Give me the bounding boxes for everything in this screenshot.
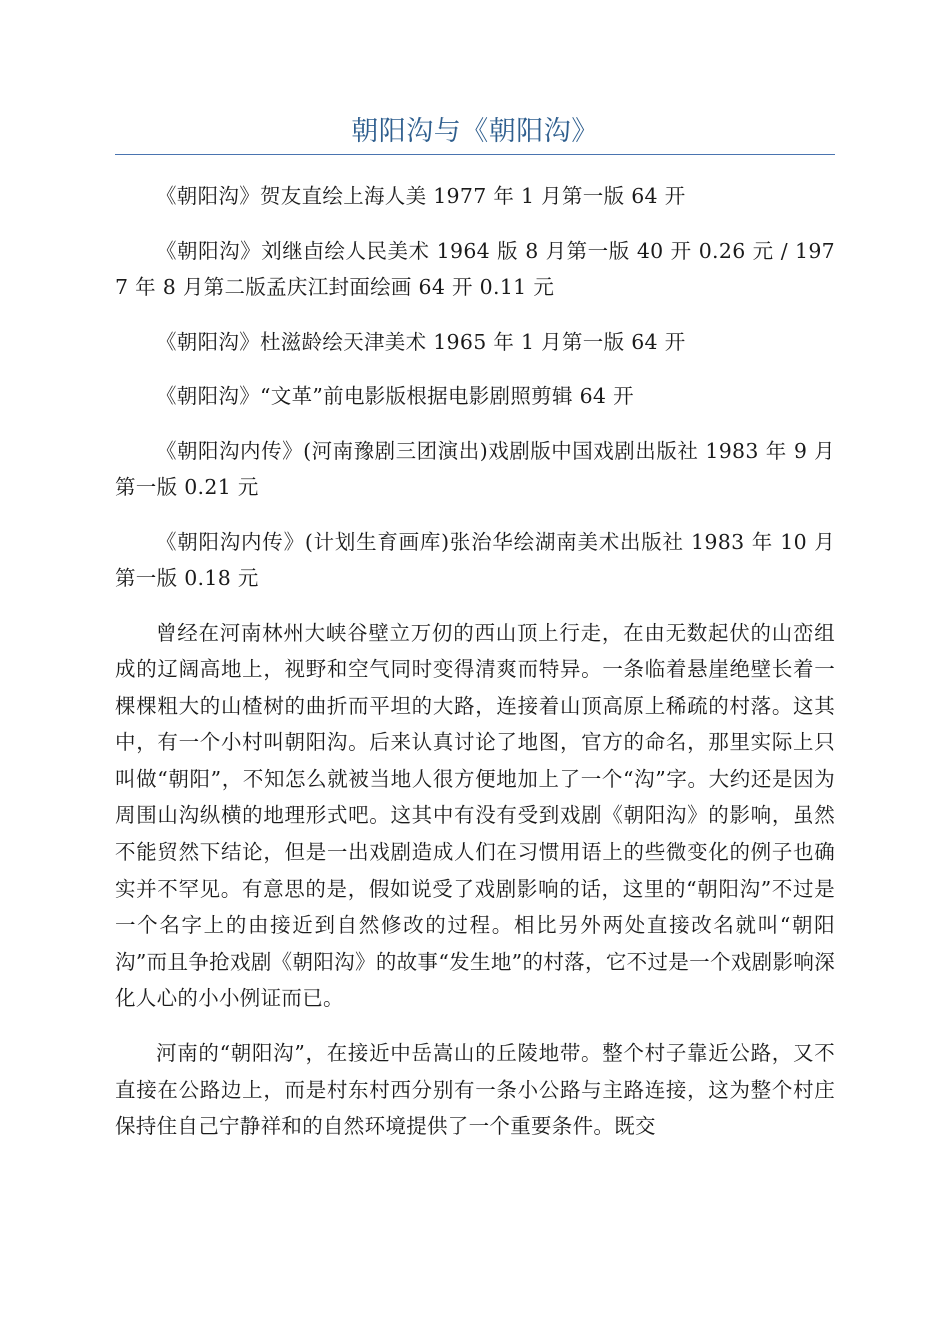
paragraph-1: 《朝阳沟》贺友直绘上海人美 1977 年 1 月第一版 64 开 [156, 184, 686, 208]
paragraph-8: 河南的“朝阳沟”，在接近中岳嵩山的丘陵地带。整个村子靠近公路，又不直接在公路边上，而是村东村西分别有一条小公路与主路连接，这为整个村庄保持住自己宁静祥和的自然环境提供了一个重要条件。既交 [115, 1041, 835, 1139]
paragraph-3: 《朝阳沟》杜滋龄绘天津美术 1965 年 1 月第一版 64 开 [156, 329, 686, 354]
document-title: 朝阳沟与《朝阳沟》 [351, 116, 599, 147]
paragraph-7: 曾经在河南林州大峡谷壁立万仞的西山顶上行走，在由无数起伏的山峦组成的辽阔高地上，视野和空气同时变得清爽而特异。一条临着悬崖绝壁长着一棵棵粗大的山楂树的曲折而平坦的大路，连接着山顶高原上稀疏的村落。这其中，有一个小村叫朝阳沟。后来认真讨论了地图，官方的命名，那里实际上只叫做“朝阳”，不知怎么就被当地人很方便地加上了一个“沟”字。大约还是因为周围山沟纵横的地理形式吧。这其中有没有受到戏剧《朝阳沟》的影响，虽然不能贸然下结论，但是一出戏剧造成人们在习惯用语上的些微变化的例子也确实并不罕见。有意思的是，假如说受了戏剧影响的话，这里的“朝阳沟”不过是一个名字上的由接近到自然修改的过程。相比另外两处直接改名就叫“朝阳沟”而且争抢戏剧《朝阳沟》的故事“发生地”的村落，它不过是一个戏剧影响深化人心的小小例证而已。 [115, 620, 835, 1011]
document-body [115, 178, 835, 1163]
paragraph-4: 《朝阳沟》“文革”前电影版根据电影剧照剪辑 64 开 [156, 384, 634, 408]
paragraph-2: 《朝阳沟》刘继卣绘人民美术 1964 版 8 月第一版 40 开 0.26 元 / 1977 年 8 月第二版孟庆江封面绘画 64 开 0.11 元 [115, 238, 835, 299]
title-underline [115, 154, 835, 155]
paragraph-6: 《朝阳沟内传》(计划生育画库)张治华绘湖南美术出版社 1983 年 10 月第一版 0.18 元 [115, 529, 835, 590]
paragraph-5: 《朝阳沟内传》(河南豫剧三团演出)戏剧版中国戏剧出版社 1983 年 9 月第一版 0.21 元 [115, 438, 835, 499]
